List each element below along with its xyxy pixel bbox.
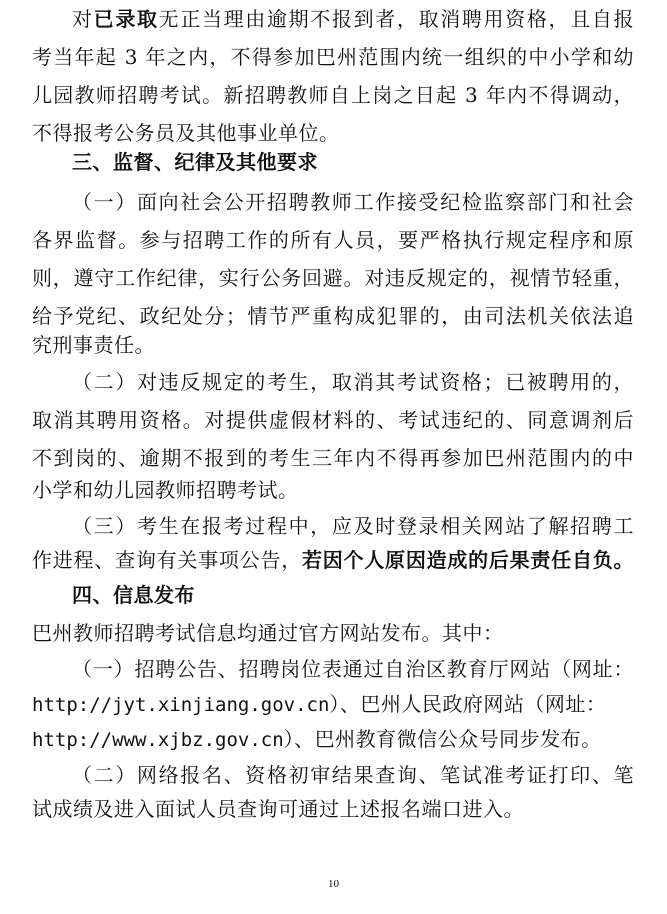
url-text: http://jyt.xinjiang.gov.cn: [32, 694, 330, 716]
paragraph-1-line-3: 儿园教师招聘考试。新招聘教师自上岗之日起 3 年内不得调动，: [32, 83, 634, 107]
text-segment: ）、巴州教育微信公众号同步发布。: [283, 727, 602, 751]
paragraph-3-line-2: 取消其聘用资格。对提供虚假材料的、考试违纪的、同意调剂后: [32, 408, 634, 432]
text-segment: ）、巴州人民政府网站（网址：: [329, 692, 607, 716]
paragraph-3-line-1: （二）对违反规定的考生，取消其考试资格；已被聘用的，: [72, 370, 634, 394]
text-segment: 作进程、查询有关事项公告，: [32, 548, 302, 572]
paragraph-4-line-1: （三）考生在报考过程中，应及时登录相关网站了解招聘工: [72, 514, 634, 538]
paragraph-7-line-1: （二）网络报名、资格初审结果查询、笔试准考证打印、笔: [72, 763, 634, 787]
page-number: 10: [328, 878, 339, 890]
paragraph-2-line-2: 各界监督。参与招聘工作的所有人员，要严格执行规定程序和原: [32, 228, 634, 252]
url-text: http://www.xjbz.gov.cn: [32, 729, 284, 751]
paragraph-7-line-2: 试成绩及进入面试人员查询可通过上述报名端口进入。: [32, 797, 524, 821]
paragraph-5-line-1: 巴州教师招聘考试信息均通过官方网站发布。其中：: [32, 621, 504, 645]
paragraph-6-line-2: [32, 685, 634, 723]
section-heading-4: 四、信息发布: [72, 583, 195, 607]
section-heading-3: 三、监督、纪律及其他要求: [72, 150, 318, 174]
paragraph-3-line-3: 不到岗的、逾期不报到的考生三年内不得再参加巴州范围内的中: [32, 446, 634, 470]
paragraph-2-line-1: （一）面向社会公开招聘教师工作接受纪检监察部门和社会: [72, 190, 634, 214]
bold-text-segment: 若因个人原因造成的后果责任自负。: [301, 548, 634, 572]
paragraph-3-line-4: 小学和幼儿园教师招聘考试。: [32, 478, 299, 502]
paragraph-1-line-1: [72, 0, 634, 38]
paragraph-2-line-5: 究刑事责任。: [32, 333, 155, 357]
paragraph-4-line-2: [32, 541, 634, 579]
paragraph-1-line-2: 考当年起 3 年之内，不得参加巴州范围内统一组织的中小学和幼: [32, 45, 634, 69]
paragraph-2-line-4: 给予党纪、政纪处分；情节严重构成犯罪的，由司法机关依法追: [32, 304, 634, 328]
text-segment: 无正当理由逾期不报到者，取消聘用资格，且自报: [158, 7, 634, 31]
paragraph-6-line-1: （一）招聘公告、招聘岗位表通过自治区教育厅网站（网址：: [72, 657, 634, 681]
text-segment: 对: [72, 7, 94, 31]
paragraph-2-line-3: 则，遵守工作纪律，实行公务回避。对违反规定的，视情节轻重，: [32, 266, 634, 290]
paragraph-1-line-4: 不得报考公务员及其他事业单位。: [32, 121, 340, 145]
paragraph-6-line-3: [32, 720, 634, 758]
bold-text-segment: 已录取: [93, 7, 159, 31]
